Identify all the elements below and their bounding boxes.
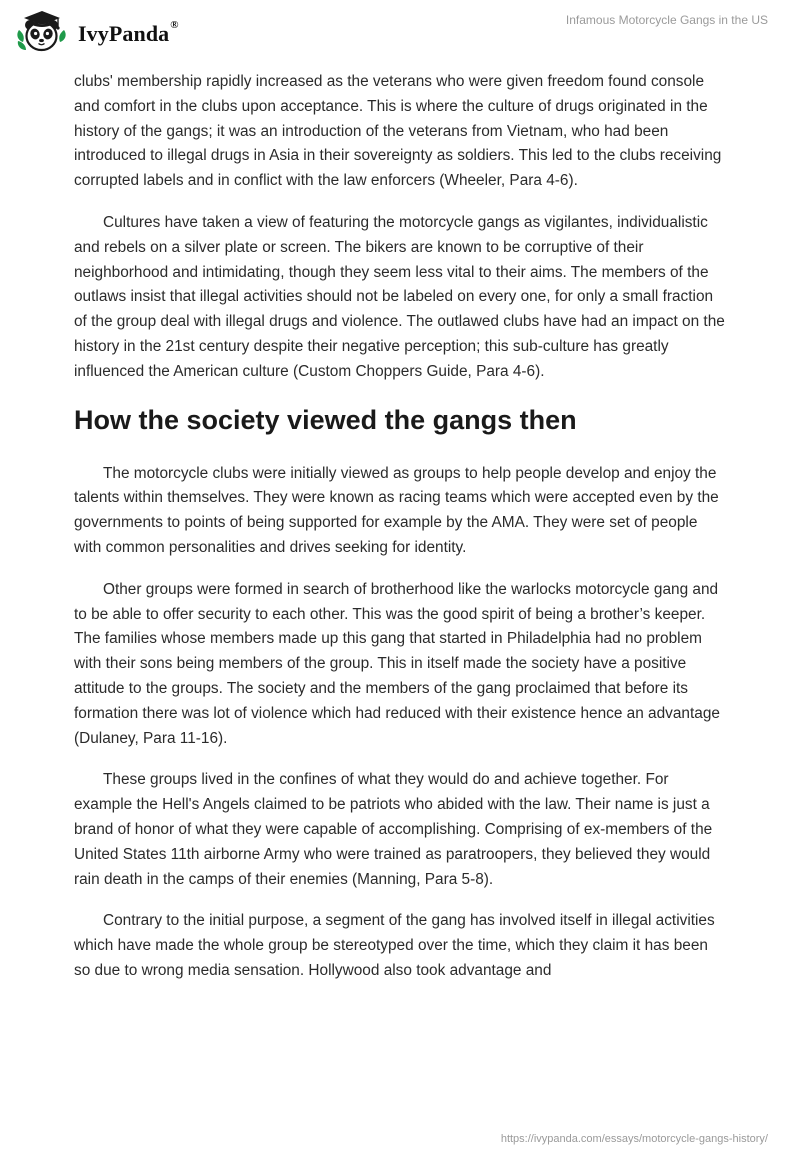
paragraph: The motorcycle clubs were initially viewed as groups to help people develop and enjoy the talents within themselves. They were known as racing teams which were accepted even by the governments to points of being supported for example by the AMA. They were set of people with common personalities and drives seeking for identity.	[74, 464, 719, 556]
section-heading: How the society viewed the gangs then	[74, 404, 577, 435]
document-title: Infamous Motorcycle Gangs in the US	[565, 13, 768, 27]
paragraph: Other groups were formed in search of brotherhood like the warlocks motorcycle gang and to be able to offer security to each other. This was the good spirit of being a brother’s keeper. The families whose members made up this gang that started in Philadelphia had no problem with their sons being members of the group. This in itself made the society have a positive attitude to the groups. The society and the members of the gang proclaimed that before its formation there was lot of violence which had reduced with their existence hence an advantage (Dulaney, Para 11-16).	[74, 580, 720, 747]
brand-name	[78, 21, 179, 47]
page-header	[0, 0, 800, 70]
paragraph: Cultures have taken a view of featuring the motorcycle gangs as vigilantes, individualistic and rebels on a silver plate or screen. The bikers are known to be corruptive of their neighborhood and intimidating, though they seem less vital to their aims. The members of the outlaws insist that illegal activities should not be labeled on every one, for only a small fraction of the group deal with illegal drugs and violence. The outlawed clubs have had an impact on the history in the 21st century despite their negative perception; this sub-culture has greatly influenced the American culture (Custom Choppers Guide, Para 4-6).	[74, 213, 725, 380]
paragraph-continued: clubs' membership rapidly increased as the veterans who were given freedom found console and comfort in the clubs upon acceptance. This is where the culture of drugs originated in the history of the gangs; it was an introduction of the veterans from Vietnam, who had been introduced to illegal drugs in Asia in their sovereignty as soldiers. This led to the clubs receiving corrupted labels and in conflict with the law enforcers (Wheeler, Para 4-6).	[74, 73, 722, 190]
brand-name-text: IvyPanda	[78, 21, 170, 46]
paragraph: Contrary to the initial purpose, a segment of the gang has involved itself in illegal activities which have made the whole group be stereotyped over the time, which they claim it has been so due to wrong media sensation. Hollywood also took advantage and	[74, 912, 715, 979]
panda-graduate-icon	[14, 8, 72, 56]
ivypanda-logo-link[interactable]	[14, 8, 179, 56]
registered-mark: ®	[170, 19, 179, 31]
paragraph: These groups lived in the confines of what they would do and achieve together. For example the Hell's Angels claimed to be patriots who abided with the law. Their name is just a brand of honor of what they were capable of accomplishing. Comprising of ex-members of the United States 11th airborne Army who were trained as paratroopers, they believed they would rain death in the camps of their enemies (Manning, Para 5-8).	[74, 771, 713, 888]
article-body	[74, 70, 726, 1001]
source-url-link[interactable]: https://ivypanda.com/essays/motorcycle-gangs-history/	[500, 1133, 768, 1145]
